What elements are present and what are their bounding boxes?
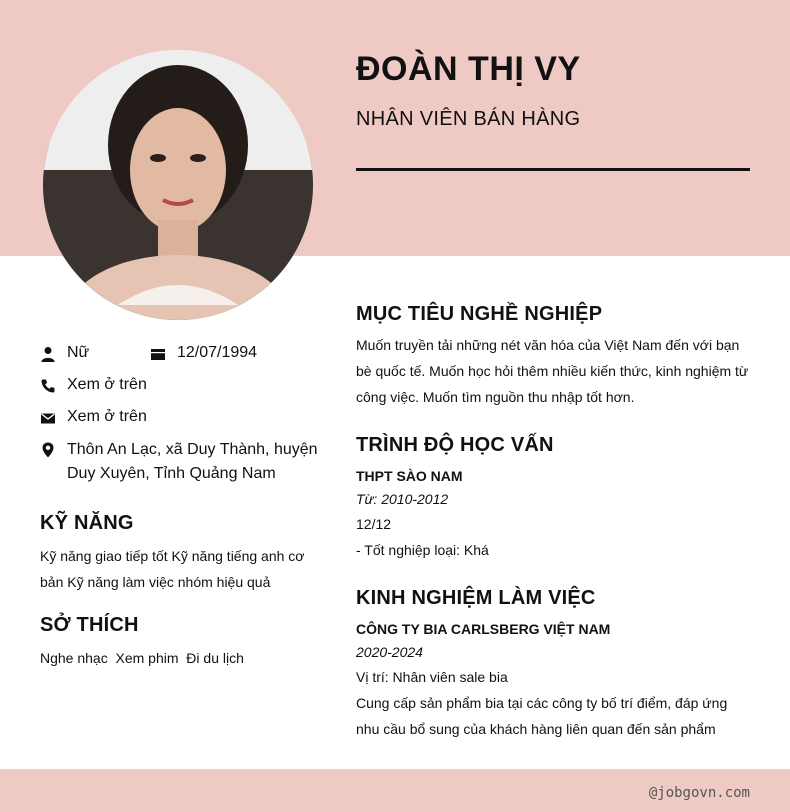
experience-company: CÔNG TY BIA CARLSBERG VIỆT NAM	[356, 621, 611, 637]
gender-value: Nữ	[67, 344, 90, 361]
email-value: Xem ở trên	[67, 408, 147, 425]
profile-photo-illustration	[43, 50, 313, 320]
experience-description: Cung cấp sản phẩm bia tại các công ty bố trí điểm, đáp ứng nhu cầu bổ sung của khách hàng liên quan đến sản phẩm	[356, 695, 728, 737]
hobbies-title: SỞ THÍCH	[40, 614, 139, 636]
skills-text: Kỹ năng giao tiếp tốt Kỹ năng tiếng anh cơ bản Kỹ năng làm việc nhóm hiệu quả	[40, 548, 305, 590]
hobbies-text: Nghe nhạc Xem phim Đi du lịch	[40, 650, 244, 666]
experience-period: 2020-2024	[356, 644, 423, 660]
gender-row	[40, 344, 89, 362]
education-note: - Tốt nghiệp loại: Khá	[356, 542, 489, 558]
skills-title: KỸ NĂNG	[40, 512, 134, 534]
footer-brand[interactable]: @jobgovn.com	[648, 785, 750, 801]
objective-title: MỤC TIÊU NGHỀ NGHIỆP	[356, 303, 603, 325]
map-pin-icon	[40, 442, 56, 458]
education-grade: 12/12	[356, 516, 392, 532]
birthdate-value: 12/07/1994	[177, 344, 258, 361]
experience-role: Vị trí: Nhân viên sale bia	[356, 669, 508, 685]
experience-title: KINH NGHIỆM LÀM VIỆC	[356, 587, 596, 609]
phone-value: Xem ở trên	[67, 376, 147, 393]
candidate-name: ĐOÀN THỊ VY	[356, 50, 581, 88]
address-value: Thôn An Lạc, xã Duy Thành, huyện Duy Xuyên, Tỉnh Quảng Nam	[67, 441, 318, 482]
profile-photo	[43, 50, 313, 320]
education-period: Từ: 2010-2012	[356, 491, 449, 507]
envelope-icon	[40, 410, 56, 426]
candidate-position: NHÂN VIÊN BÁN HÀNG	[356, 108, 581, 130]
education-title: TRÌNH ĐỘ HỌC VẤN	[356, 434, 554, 456]
calendar-icon	[150, 346, 166, 362]
objective-text: Muốn truyền tải những nét văn hóa của Việt Nam đến với bạn bè quốc tế. Muốn học hỏi thêm nhiều kiến thức, kinh nghiệm từ công việc. Muốn tìm nguồn thu nhập tốt hơn.	[356, 337, 749, 405]
education-school: THPT SÀO NAM	[356, 468, 463, 484]
birthdate-row	[150, 344, 257, 362]
header-divider	[356, 168, 750, 171]
phone-row	[40, 376, 147, 394]
address-row	[40, 440, 325, 486]
phone-icon	[40, 378, 56, 394]
person-icon	[40, 346, 56, 362]
email-row	[40, 408, 147, 426]
